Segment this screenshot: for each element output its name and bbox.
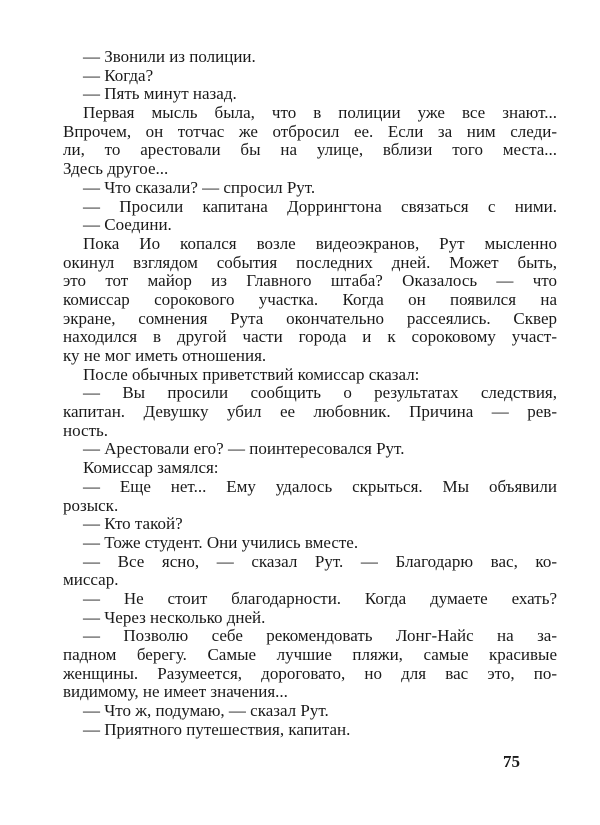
- text-line: Впрочем, он тотчас же отбросил ее. Если за ним следи-: [63, 122, 557, 141]
- text-line: — Что сказали? — спросил Рут.: [83, 177, 316, 197]
- text-line: это тот майор из Главного штаба? Оказалось — что: [63, 272, 557, 291]
- text-line: находился в другой части города и к сороковому участ-: [63, 328, 557, 347]
- text-line: падном берегу. Самые лучшие пляжи, самые красивые: [63, 646, 557, 664]
- text-line: Первая мысль была, что в полиции уже все знают...: [83, 104, 557, 123]
- page-body-text: [63, 48, 557, 739]
- text-line: окинул взглядом события последних дней. Может быть,: [63, 253, 557, 272]
- text-line: — Соедини.: [83, 215, 172, 235]
- text-line: Здесь другое...: [63, 159, 169, 179]
- text-line: — Кто такой?: [83, 514, 183, 534]
- text-line: миссар.: [63, 570, 119, 590]
- text-line: розыск.: [63, 495, 119, 515]
- page-number: 75: [503, 752, 520, 771]
- text-line: Пока Ио копался возле видеоэкранов, Рут мысленно: [83, 234, 557, 253]
- text-line: ли, то арестовали бы на улице, вблизи того места...: [63, 141, 557, 160]
- text-line: — Вы просили сообщить о результатах следствия,: [83, 384, 557, 403]
- text-line: ность.: [63, 420, 108, 440]
- text-line: — Еще нет... Ему удалось скрыться. Мы объявили: [83, 477, 557, 496]
- text-line: — Арестовали его? — поинтересовался Рут.: [83, 439, 405, 459]
- text-line: — Тоже студент. Они учились вместе.: [83, 532, 359, 552]
- text-line: После обычных приветствий комиссар сказал:: [83, 364, 420, 384]
- text-line: — Приятного путешествия, капитан.: [83, 719, 351, 739]
- text-line: капитан. Девушку убил ее любовник. Причина — рев-: [63, 403, 557, 422]
- text-line: — Все ясно, — сказал Рут. — Благодарю вас, ко-: [83, 552, 557, 571]
- text-line: — Пять минут назад.: [83, 84, 237, 104]
- text-line: — Просили капитана Доррингтона связаться с ними.: [83, 197, 557, 216]
- text-line: женщины. Разумеется, дороговато, но для вас это, по-: [63, 664, 557, 683]
- text-line: ку не мог иметь отношения.: [63, 346, 267, 365]
- text-line: — Позволю себе рекомендовать Лонг-Найс на за-: [83, 627, 557, 646]
- text-line: — Не стоит благодарности. Когда думаете ехать?: [83, 589, 557, 608]
- text-line: — Через несколько дней.: [83, 607, 266, 627]
- text-line: — Звонили из полиции.: [83, 47, 256, 66]
- text-line: — Что ж, подумаю, — сказал Рут.: [83, 701, 329, 721]
- text-line: — Когда?: [83, 65, 154, 85]
- text-line: видимому, не имеет значения...: [63, 682, 288, 702]
- text-line: Комиссар замялся:: [83, 458, 219, 478]
- text-line: комиссар сорокового участка. Когда он появился на: [63, 290, 557, 309]
- text-line: экране, сомнения Рута окончательно рассеялись. Сквер: [63, 309, 557, 328]
